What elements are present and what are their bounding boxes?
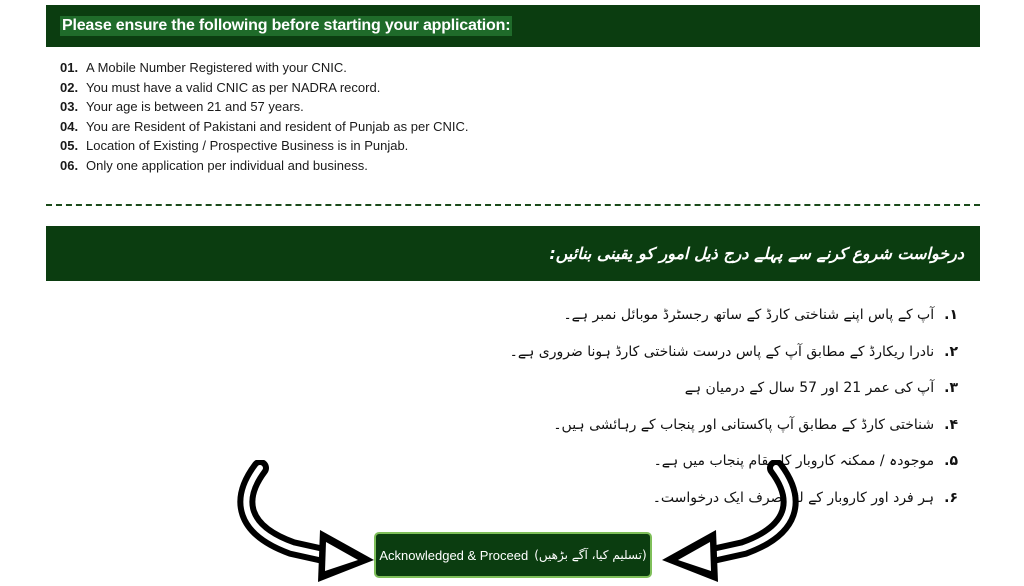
item-number: ۵. [944, 453, 958, 469]
urdu-header-banner [46, 226, 980, 281]
button-label-english: Acknowledged & Proceed [379, 547, 529, 563]
item-text: A Mobile Number Registered with your CNIC. [86, 60, 347, 75]
english-requirements-list [60, 58, 469, 175]
item-text: شناختی کارڈ کے مطابق آپ پاکستانی اور پنجاب کے رہائشی ہیں۔ [553, 416, 935, 433]
item-number: 04. [60, 118, 79, 134]
item-number: ۴. [944, 416, 958, 433]
list-item [510, 337, 958, 374]
item-number: 05. [60, 138, 79, 153]
item-number: ۶. [944, 489, 958, 506]
list-item [510, 410, 958, 447]
list-item [60, 117, 469, 137]
item-text: موجودہ / ممکنہ کاروبار کا مقام پنجاب میں ہے۔ [653, 453, 935, 469]
urdu-header-text: درخواست شروع کرنے سے پہلے درج ذیل امور کو یقینی بنائیں: [549, 244, 964, 263]
pointer-arrow-left-icon [232, 460, 382, 586]
list-item [60, 97, 469, 117]
item-text: آپ کی عمر 21 اور 57 سال کے درمیان ہے [684, 380, 935, 396]
list-item [60, 156, 469, 176]
button-label-urdu: (تسلیم کیا، آگے بڑھیں) [534, 548, 647, 562]
pointer-arrow-right-icon [654, 460, 804, 586]
english-header-banner [46, 5, 980, 47]
item-number: 01. [60, 60, 79, 75]
acknowledge-proceed-button[interactable] [374, 532, 652, 578]
item-number: ۳. [944, 380, 958, 396]
list-item [60, 136, 469, 156]
list-item [60, 58, 469, 78]
item-text: نادرا ریکارڈ کے مطابق آپ کے پاس درست شناختی کارڈ ہونا ضروری ہے۔ [509, 343, 935, 360]
item-text: Only one application per individual and business. [86, 157, 368, 173]
item-number: 02. [60, 79, 79, 95]
item-number: ۲. [944, 343, 958, 360]
item-number: 03. [60, 99, 79, 114]
item-number: 06. [60, 157, 79, 173]
item-text: Your age is between 21 and 57 years. [86, 99, 304, 114]
english-header-text: Please ensure the following before starting your application: [62, 17, 511, 34]
item-text: ہر فرد اور کاروبار کے لئے صرف ایک درخواست۔ [652, 489, 935, 506]
list-item [510, 300, 958, 337]
list-item [510, 373, 958, 410]
item-number: ۱. [944, 307, 958, 323]
list-item [60, 78, 469, 98]
item-text: آپ کے پاس اپنے شناختی کارڈ کے ساتھ رجسٹرڈ موبائل نمبر ہے۔ [563, 307, 935, 323]
item-text: You must have a valid CNIC as per NADRA record. [86, 79, 381, 95]
dashed-divider [46, 204, 980, 206]
item-text: You are Resident of Pakistani and resident of Punjab as per CNIC. [86, 118, 469, 134]
item-text: Location of Existing / Prospective Business is in Punjab. [86, 138, 409, 153]
